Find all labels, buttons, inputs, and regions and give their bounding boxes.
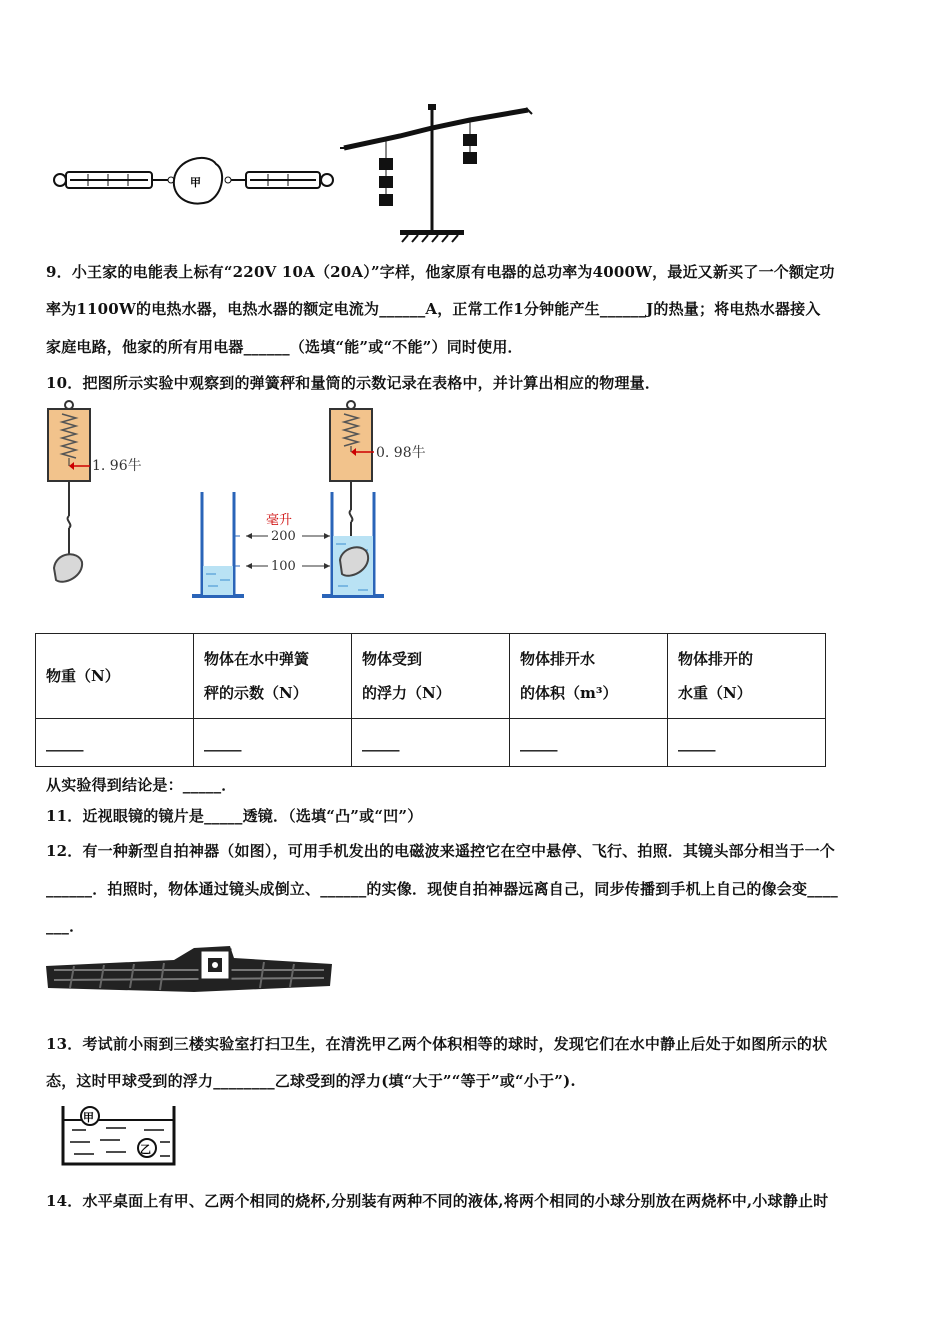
spring-scale-figure	[48, 150, 338, 212]
q13-line-1: 13．考试前小雨到三楼实验室打扫卫生，在清洗甲乙两个体积相等的球时，发现它们在水中静止后处于如图所示的状	[46, 1035, 828, 1053]
table-header-buoyancy: 物体受到 的浮力（N）	[352, 634, 510, 719]
q9-line-3: 家庭电路，他家的所有用电器______（选填“能”或“不能”）同时使用．	[46, 338, 523, 356]
lever-balance-figure	[340, 100, 535, 245]
spring-scale-cylinder-figure	[44, 400, 452, 602]
left-scale-reading: 1. 96牛	[92, 458, 142, 474]
q12-line-2: ______．拍照时，物体通过镜头成倒立、______的实像．现使自拍神器远离自己，同步传播到手机上自己的像会变____	[46, 880, 839, 898]
table-cell-blank: _____	[510, 719, 668, 767]
right-scale-reading: 0. 98牛	[376, 445, 426, 461]
q11-text: 11．近视眼镜的镜片是_____透镜．（选填“凸”或“凹”）	[46, 807, 423, 825]
cardboard-label: 甲	[190, 176, 201, 189]
q12-line-3: ___．	[46, 917, 85, 935]
q10-stem: 10．把图所示实验中观察到的弹簧秤和量筒的示数记录在表格中，并计算出相应的物理量．	[46, 374, 661, 392]
q12-line-1: 12．有一种新型自拍神器（如图），可用手机发出的电磁波来遥控它在空中悬停、飞行、拍照．其镜头部分相当于一个	[46, 842, 835, 860]
unit-label: 毫升	[266, 513, 293, 528]
ball-b-label: 乙	[140, 1143, 151, 1156]
mark-200-label: 200	[271, 529, 296, 544]
q9-line-2: 率为1100W的电热水器，电热水器的额定电流为______A，正常工作1分钟能产生______J的热量；将电热水器接入	[46, 300, 821, 318]
q13-line-2: 态，这时甲球受到的浮力________乙球受到的浮力(填“大于”“等于”或“小于”).	[46, 1072, 576, 1090]
table-header-water-weight: 物体排开的 水重（N）	[668, 634, 826, 719]
q10-conclusion: 从实验得到结论是：_____．	[46, 776, 237, 794]
selfie-drone-figure	[44, 940, 334, 1000]
table-cell-blank: _____	[352, 719, 510, 767]
q14-line-1: 14．水平桌面上有甲、乙两个相同的烧杯,分别装有两种不同的液体,将两个相同的小球分别放在两烧杯中,小球静止时	[46, 1192, 829, 1210]
table-header-volume: 物体排开水 的体积（m³）	[510, 634, 668, 719]
table-cell-blank: _____	[668, 719, 826, 767]
table-cell-blank: _____	[194, 719, 352, 767]
data-table	[35, 633, 826, 767]
mark-100-label: 100	[271, 559, 296, 574]
table-header-weight: 物重（N）	[36, 634, 194, 719]
q9-line-1: 9．小王家的电能表上标有“220V 10A（20A）”字样，他家原有电器的总功率为4000W，最近又新买了一个额定功	[46, 263, 835, 281]
floating-balls-figure	[60, 1104, 178, 1168]
table-header-scale-reading: 物体在水中弹簧 秤的示数（N）	[194, 634, 352, 719]
table-cell-blank: _____	[36, 719, 194, 767]
ball-a-label: 甲	[83, 1111, 94, 1124]
